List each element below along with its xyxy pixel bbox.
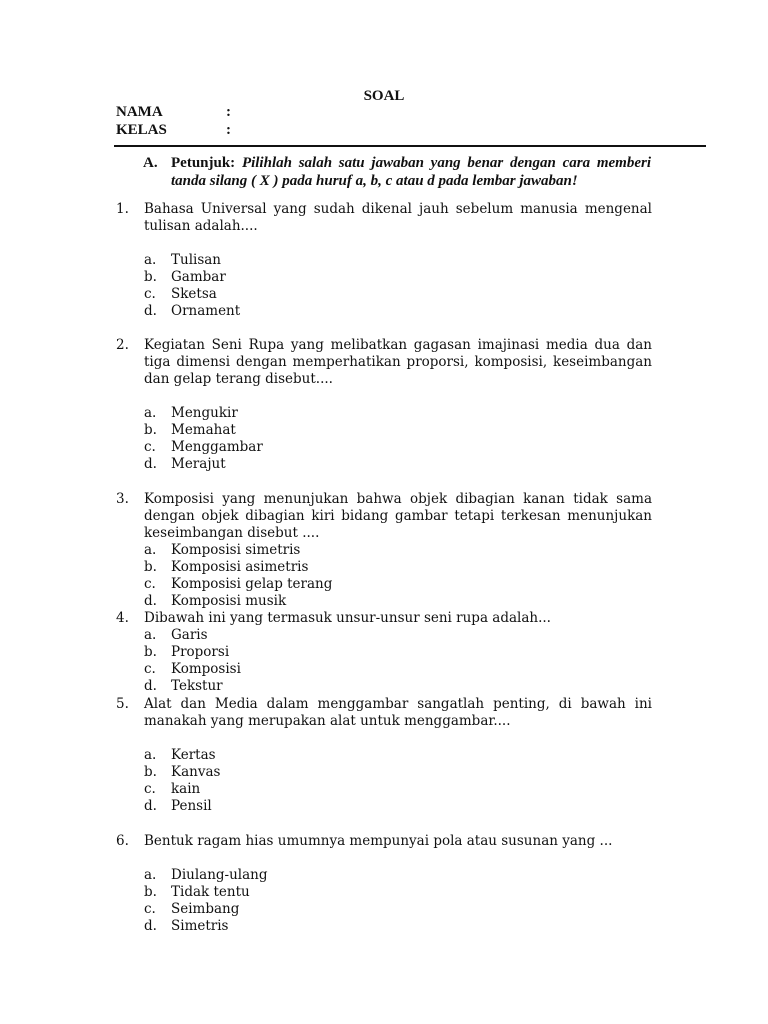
option-d (144, 918, 652, 935)
instruction-letter: A. (143, 155, 158, 171)
option-text: Komposisi musik (171, 593, 287, 609)
question-1 (116, 201, 652, 320)
option-text: Ornament (171, 303, 241, 319)
question-number: 3. (116, 491, 129, 507)
question-text: Kegiatan Seni Rupa yang melibatkan gagasan imajinasi media dua dan tiga dimensi dengan memperhatikan proporsi, komposisi, keseimbangan dan gelap terang disebut.... (144, 337, 652, 387)
option-letter: a. (144, 252, 157, 268)
instruction-block (143, 154, 651, 190)
option-text: Kanvas (171, 764, 221, 780)
option-text: Garis (171, 627, 208, 643)
option-letter: c. (144, 286, 156, 302)
question-text: Bahasa Universal yang sudah dikenal jauh sebelum manusia mengenal tulisan adalah.... (144, 201, 652, 234)
kelas-colon: : (226, 122, 231, 138)
option-text: Tulisan (171, 252, 222, 268)
question-text: Alat dan Media dalam menggambar sangatlah penting, di bawah ini manakah yang merupakan alat untuk menggambar.... (144, 696, 652, 729)
option-a (144, 867, 652, 884)
option-letter: a. (144, 627, 157, 643)
option-text: Tekstur (171, 678, 223, 694)
option-letter: a. (144, 747, 157, 763)
option-letter: d. (144, 593, 157, 609)
page-title: SOAL (363, 88, 405, 104)
option-text: Merajut (171, 456, 226, 472)
option-letter: b. (144, 884, 157, 900)
option-text: Seimbang (171, 901, 240, 917)
option-b (144, 422, 652, 439)
question-2 (116, 337, 652, 473)
instruction-keyword: Petunjuk: (171, 155, 236, 171)
option-text: Kertas (171, 747, 216, 763)
option-a (144, 405, 652, 422)
option-text: Komposisi (171, 661, 241, 677)
option-letter: a. (144, 405, 157, 421)
question-text: Bentuk ragam hias umumnya mempunyai pola atau susunan yang ... (144, 833, 613, 849)
header-divider (114, 145, 706, 147)
option-letter: a. (144, 542, 157, 558)
kelas-row (116, 121, 231, 139)
option-text: Proporsi (171, 644, 230, 660)
option-a (144, 542, 652, 559)
option-a (144, 627, 652, 644)
option-text: Komposisi gelap terang (171, 576, 333, 592)
question-number: 4. (116, 610, 129, 626)
question-text: Komposisi yang menunjukan bahwa objek dibagian kanan tidak sama dengan objek dibagian kiri bidang gambar tetapi terkesan menunjukan keseimbangan disebut .... (144, 491, 652, 541)
nama-label: NAMA (116, 104, 163, 120)
option-list (144, 627, 652, 695)
option-d (144, 798, 652, 815)
nama-colon: : (226, 104, 231, 120)
option-c (144, 901, 652, 918)
option-list (144, 747, 652, 815)
option-text: Gambar (171, 269, 226, 285)
question-5 (116, 696, 652, 815)
question-number: 2. (116, 337, 129, 353)
option-text: Simetris (171, 918, 229, 934)
option-c (144, 286, 652, 303)
option-list (144, 252, 652, 320)
option-text: Sketsa (171, 286, 217, 302)
nama-row (116, 103, 231, 121)
option-list (144, 542, 652, 610)
option-letter: d. (144, 678, 157, 694)
question-number: 5. (116, 696, 129, 712)
option-d (144, 593, 652, 610)
question-4 (116, 610, 652, 695)
instruction-body (171, 154, 651, 190)
option-d (144, 303, 652, 320)
option-c (144, 439, 652, 456)
option-b (144, 269, 652, 286)
option-text: Pensil (171, 798, 212, 814)
option-d (144, 456, 652, 473)
option-c (144, 781, 652, 798)
option-letter: b. (144, 422, 157, 438)
option-letter: b. (144, 644, 157, 660)
question-6 (116, 833, 652, 935)
option-letter: d. (144, 798, 157, 814)
question-text: Dibawah ini yang termasuk unsur-unsur seni rupa adalah... (144, 610, 551, 626)
option-b (144, 559, 652, 576)
option-a (144, 252, 652, 269)
option-b (144, 644, 652, 661)
option-letter: c. (144, 439, 156, 455)
option-letter: b. (144, 559, 157, 575)
question-3 (116, 491, 652, 610)
option-letter: b. (144, 269, 157, 285)
option-letter: a. (144, 867, 157, 883)
kelas-label: KELAS (116, 122, 167, 138)
question-number: 6. (116, 833, 129, 849)
option-letter: b. (144, 764, 157, 780)
option-list (144, 867, 652, 935)
option-letter: d. (144, 918, 157, 934)
option-b (144, 764, 652, 781)
option-letter: c. (144, 781, 156, 797)
option-text: Komposisi simetris (171, 542, 301, 558)
option-text: Mengukir (171, 405, 238, 421)
option-letter: c. (144, 576, 156, 592)
question-number: 1. (116, 201, 129, 217)
option-text: kain (171, 781, 201, 797)
option-letter: d. (144, 456, 157, 472)
option-list (144, 405, 652, 473)
instruction-text: Pilihlah salah satu jawaban yang benar dengan cara memberi tanda silang ( X ) pada huruf a, b, c atau d pada lembar jawaban! (171, 155, 651, 189)
option-letter: c. (144, 661, 156, 677)
option-text: Diulang-ulang (171, 867, 268, 883)
option-text: Tidak tentu (171, 884, 250, 900)
option-text: Menggambar (171, 439, 263, 455)
option-text: Memahat (171, 422, 236, 438)
option-text: Komposisi asimetris (171, 559, 309, 575)
option-c (144, 576, 652, 593)
option-b (144, 884, 652, 901)
option-letter: d. (144, 303, 157, 319)
option-letter: c. (144, 901, 156, 917)
option-a (144, 747, 652, 764)
option-c (144, 661, 652, 678)
option-d (144, 678, 652, 695)
